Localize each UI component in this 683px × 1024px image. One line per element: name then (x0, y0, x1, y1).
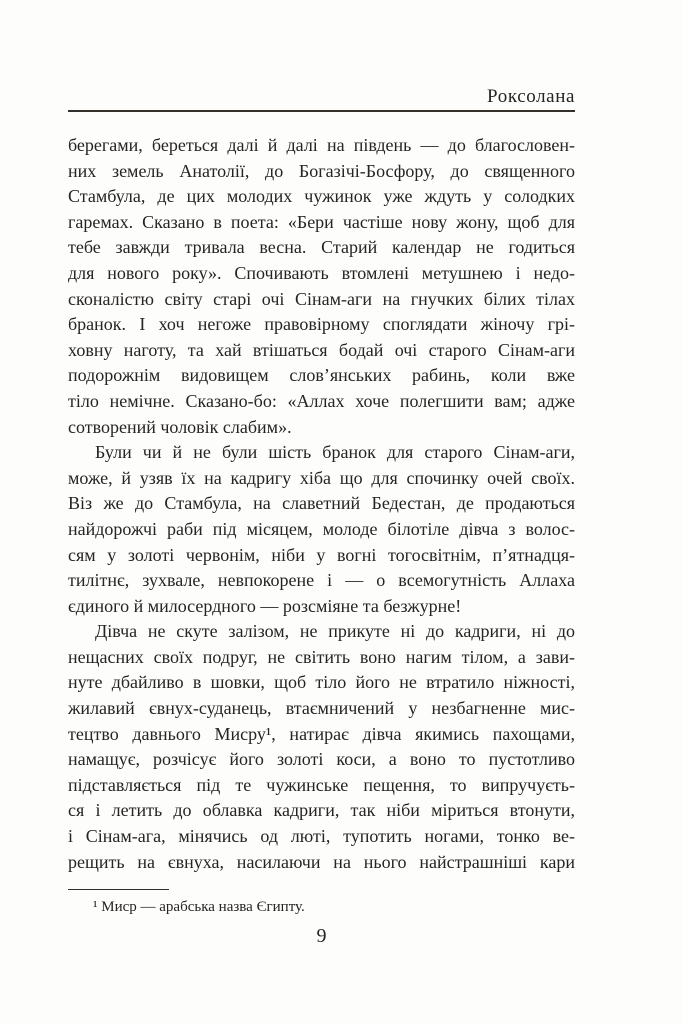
body-text (68, 133, 575, 875)
text-line: сотворений чоловік слабим». (68, 416, 292, 437)
text-line: і Сінам-ага, мінячись од люті, тупотить ногами, тонко ве- (68, 826, 575, 847)
text-line: може, й узяв їх на кадригу хіба що для спочинку очей своїх. (68, 467, 575, 488)
text-line: берегами, береться далі й далі на південь — до благословен- (68, 135, 575, 155)
text-line: Були чи й не були шість бранок для старого Сінам-аги, (95, 442, 575, 463)
text-line: єдиного й милосердного — розсміяне та безжурне! (68, 595, 462, 616)
book-title: Роксолана (487, 86, 575, 107)
running-header (68, 86, 575, 108)
text-line: нуте дбайливо в шовки, щоб тіло його не втратило ніжності, (68, 672, 575, 693)
header-rule (68, 110, 575, 112)
text-line: гаремах. Сказано в поета: «Бери частіше нову жону, щоб для (68, 211, 575, 232)
text-line: сям у золоті червонім, ніби у вогні тогосвітнім, п’ятнадця- (68, 544, 575, 565)
text-line: Віз же до Стамбула, на славетний Бедестан, де продаються (68, 493, 575, 514)
text-line: Стамбула, де цих молодих чужинок уже ждуть у солодких (68, 186, 575, 207)
text-line: найдорожчі раби під місяцем, молоде білотіле дівча з волос- (68, 518, 575, 539)
text-line: подорожнім видовищем слов’янських рабинь, коли вже (68, 365, 575, 386)
footnote-text: ¹ Миср — арабська назва Єгипту. (93, 899, 305, 915)
page-number: 9 (316, 925, 327, 947)
text-line: сконалістю світу старі очі Сінам-аги на гнучких білих тілах (68, 288, 575, 309)
text-line: ся і летить до облавка кадриги, так ніби міриться втонути, (68, 800, 575, 821)
text-line: Дівча не скуте залізом, не прикуте ні до кадриги, ні до (95, 621, 575, 642)
text-line: намащує, розчісує його золоті коси, а воно то пустотливо (68, 749, 575, 770)
text-line: тебе завжди тривала весна. Старий календар не годиться (68, 237, 575, 258)
text-line: ховну наготу, та хай втішаться бодай очі старого Сінам-аги (68, 339, 575, 360)
text-line: для нового року». Спочивають втомлені метушнею і недо- (68, 262, 575, 283)
text-line: тіло немічне. Сказано-бо: «Аллах хоче полегшити вам; адже (68, 390, 575, 411)
text-line: рещить на євнуха, насилаючи на нього найстрашніші кари (68, 851, 575, 872)
text-line: бранок. І хоч негоже правовірному споглядати жіночу грі- (68, 314, 575, 335)
text-line: жилавий євнух-суданець, втаємничений у незбагненне мис- (68, 698, 575, 719)
footnote (68, 897, 575, 917)
text-line: тилітнє, зухвале, невпокорене і — о всемогутність Аллаха (68, 570, 575, 591)
text-line: них земель Анатолії, до Богазічі-Босфору, до священного (68, 160, 575, 181)
footnote-rule (68, 889, 169, 890)
text-line: підставляється під те чужинське пещення, то випручуєть- (68, 774, 575, 795)
text-line: нещасних своїх подруг, не світить воно нагим тілом, а зави- (68, 646, 575, 667)
text-line: тецтво давнього Мисру¹, натирає дівча якимись пахощами, (68, 723, 575, 744)
